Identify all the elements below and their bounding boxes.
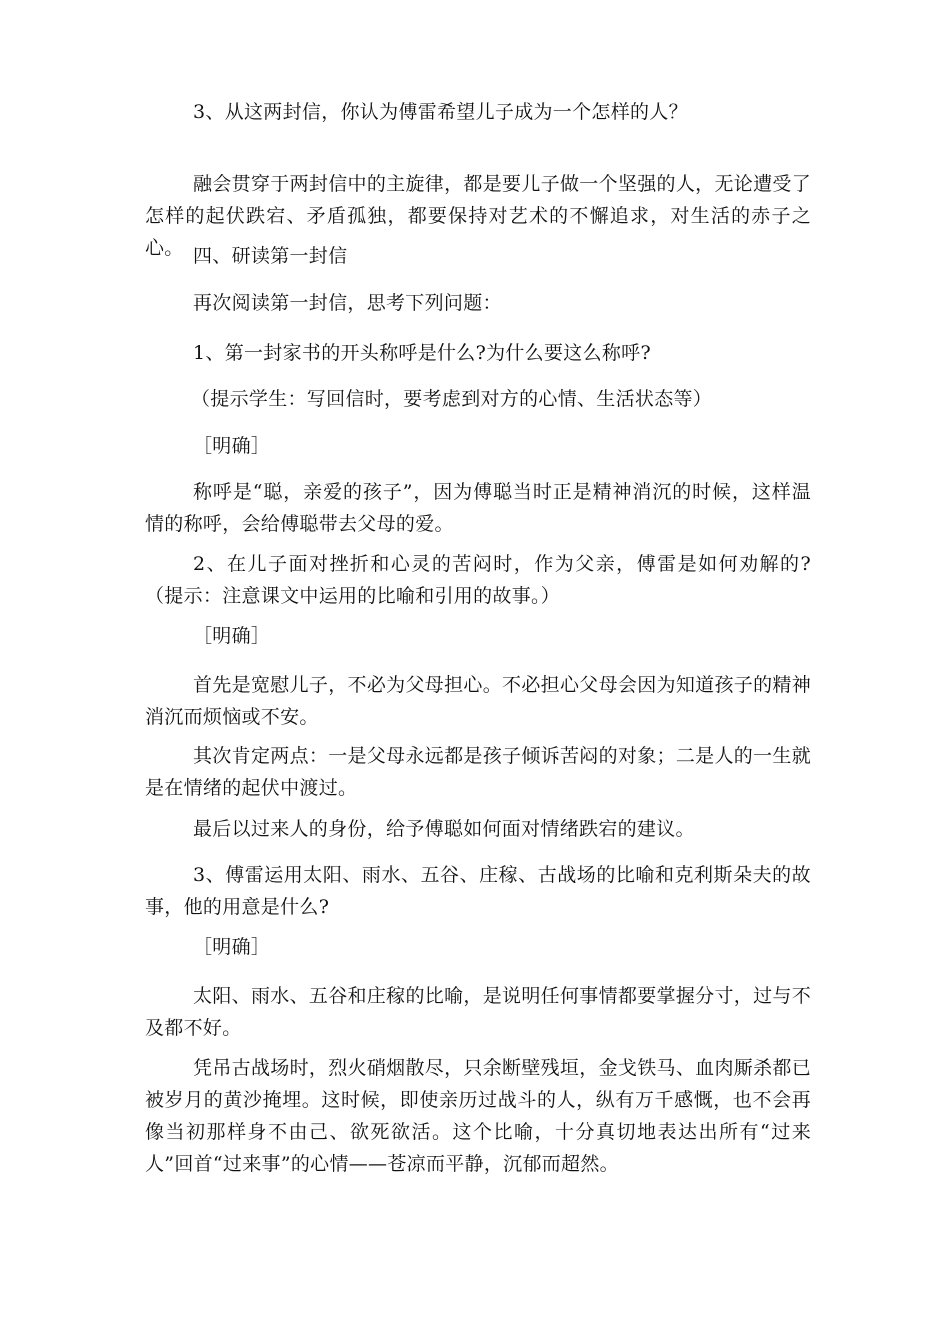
question-3: 3、傅雷运用太阳、雨水、五谷、庄稼、古战场的比喻和克利斯朵夫的故事，他的用意是什么? <box>145 864 811 918</box>
answer-paragraph: 称呼是“聪，亲爱的孩子”，因为傅聪当时正是精神消沉的时候，这样温情的称呼，会给傅聪带去父母的爱。 <box>145 481 811 535</box>
question-1: 1、第一封家书的开头称呼是什么?为什么要这么称呼? <box>193 342 651 364</box>
answer-paragraph: 太阳、雨水、五谷和庄稼的比喻，是说明任何事情都要掌握分寸，过与不及都不好。 <box>145 985 811 1039</box>
section-heading: 四、研读第一封信 <box>193 245 348 267</box>
clarify-label: ［明确］ <box>193 936 271 958</box>
question-2: 2、在儿子面对挫折和心灵的苦闷时，作为父亲，傅雷是如何劝解的?（提示：注意课文中运用的比喻和引用的故事。） <box>145 553 811 607</box>
answer-paragraph: 首先是宽慰儿子，不必为父母担心。不必担心父母会因为知道孩子的精神消沉而烦恼或不安。 <box>145 674 811 728</box>
answer-paragraph: 其次肯定两点：一是父母永远都是孩子倾诉苦闷的对象；二是人的一生就是在情绪的起伏中渡过。 <box>145 745 811 799</box>
hint-paragraph: （提示学生：写回信时，要考虑到对方的心情、生活状态等） <box>191 388 713 410</box>
answer-paragraph: 最后以过来人的身份，给予傅聪如何面对情绪跌宕的建议。 <box>193 818 695 840</box>
clarify-label: ［明确］ <box>193 435 271 457</box>
question-3-heading: 3、从这两封信，你认为傅雷希望儿子成为一个怎样的人？ <box>193 101 688 123</box>
answer-paragraph: 融会贯穿于两封信中的主旋律，都是要儿子做一个坚强的人，无论遭受了怎样的起伏跌宕、矛盾孤独，都要保持对艺术的不懈追求，对生活的赤子之心。 <box>145 173 811 259</box>
clarify-label: ［明确］ <box>193 625 271 647</box>
instruction-paragraph: 再次阅读第一封信，思考下列问题： <box>193 292 502 314</box>
answer-paragraph: 凭吊古战场时，烈火硝烟散尽，只余断壁残垣，金戈铁马、血肉厮杀都已被岁月的黄沙掩埋。这时候，即使亲历过战斗的人，纵有万千感慨，也不会再像当初那样身不由己、欲死欲活。这个比喻，十分真切地表达出所有“过来人”回首“过来事”的心情——苍凉而平静，沉郁而超然。 <box>145 1057 811 1175</box>
